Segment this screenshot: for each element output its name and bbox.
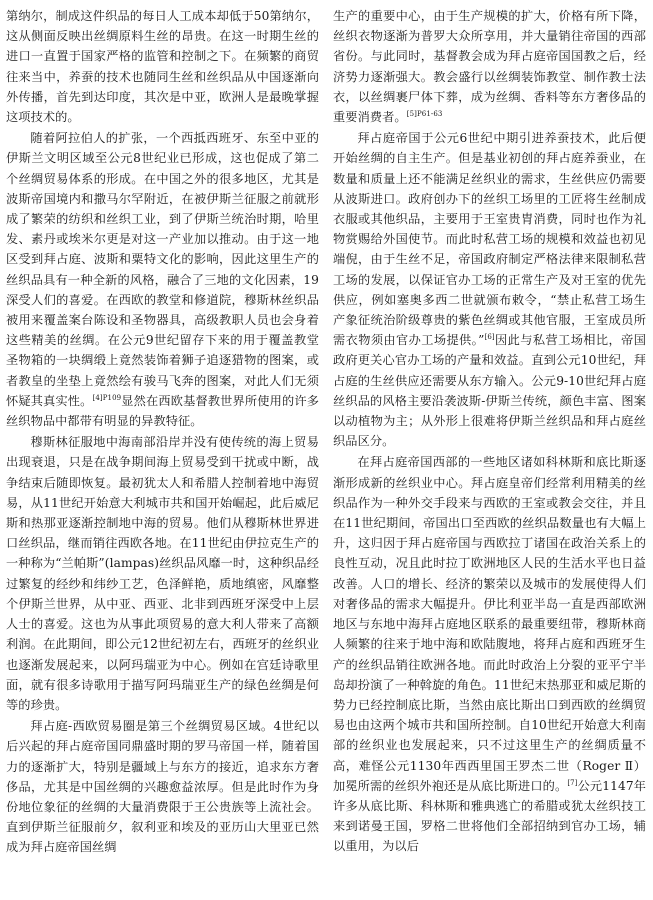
paragraph (6, 6, 319, 127)
paragraph-text: 在拜占庭帝国西部的一些地区诸如科林斯和底比斯逐渐形成新的丝织业中心。拜占庭皇帝们经常利用精美的丝织品作为一种外交手段来与西欧的王室或教会交往，并且在11世纪期间，帝国出口至西欧的丝织品数量也有大幅上升，这归因于拜占庭帝国与西欧拉丁诸国在政治关系上的良性互动，况且此时拉丁欧洲地区人民的生活水平也日益改善。人口的增长、经济的繁荣以及城市的发展使得人们对奢侈品的需求大幅提升。伊比利亚半岛一直是西部欧洲地区与东地中海拜占庭地区联系的最重要纽带，穆斯林商人频繁的往来于地中海和欧陆腹地，将拜占庭和西班牙生产的丝织品销往欧洲各地。而此时政治上分裂的亚平宁半岛却扮演了一种斡旋的角色。11世纪末热那亚和威尼斯的势力已经控制底比斯，当然由底比斯出口到西欧的丝绸贸易也由这两个城市共和国所控制。自10世纪开始意大利南部的丝织业也发展起来，只不过这里生产的丝绸质量不高，难怪公元1130年西西里国王罗杰二世（Roger Ⅱ）加冕所需的丝织外袍还是从底比斯进口的。 (333, 455, 646, 793)
paragraph (333, 6, 646, 127)
paragraph-text: 第纳尔，制成这件织品的每日人工成本却低于50第纳尔，这从侧面反映出丝绸原料生丝的昂贵。在这一时期生丝的进口一直置于国家严格的监管和控制之下。在频繁的商贸往来当中，养蚕的技术也随同生丝和丝织品从中国逐渐向外传播，首先到达印度，其次是中亚，欧洲人是最晚掌握这项技术的。 (6, 9, 319, 125)
paragraph (6, 716, 319, 857)
citation-mark: [5]P61-63 (406, 109, 443, 118)
paragraph-text-tail: 因此与私营工场相比，帝国政府更关心官办工场的产量和效益。直到公元10世纪，拜占庭的生丝供应还需要从东方输入。公元9-10世纪拜占庭丝织品的风格主要沿袭波斯-伊斯兰传统，颜色丰富、图案以动植物为主；从外形上很难将伊斯兰丝织品和拜占庭丝织品区分。 (333, 333, 646, 449)
paragraph-text-tail: 公元1147年许多从底比斯、科林斯和雅典逃亡的希腊或犹太丝织技工来到诺曼王国，罗格二世将他们全部招纳到官办工场，辅以重用，为以后 (333, 778, 646, 854)
paragraph-text-tail: 显然在西欧基督教世界所使用的许多丝织物品中都带有明显的异教特征。 (6, 393, 319, 429)
paragraph-text: 生产的重要中心，由于生产规模的扩大，价格有所下降，丝织衣物逐渐为普罗大众所享用，并大量销往帝国的西部省份。与此同时，基督教会成为拜占庭帝国国教之后，经济势力逐渐强大。教会盛行以丝绸装饰教堂、制作教士法衣，以丝绸裹尸体下葬，成为丝绸、香料等东方奢侈品的重要消费者。 (333, 9, 646, 125)
citation-mark: [7] (567, 778, 578, 787)
paragraph (6, 432, 319, 715)
paragraph-text: 拜占庭帝国于公元6世纪中期引进养蚕技术，此后便开始丝绸的自主生产。但是基业初创的拜占庭养蚕业，在数量和质量上还不能满足丝织业的需求，生丝供应仍需要从波斯进口。政府创办下的丝织工场里的工匠将生丝制成衣服或其他织品，主要用于王室贵胄消费，同时也作为礼物赏赐给外国使节。而此时私营工场的规模和效益也初见端倪，由于生丝不足，帝国政府制定严格法律来限制私营工场的发展，以保证官办工场的正常生产及对王室的优先供应，例如塞奥多西二世就颁布敕令，“禁止私营工场生产象征统治阶级尊贵的紫色丝绸或其他官服，王室成员所需衣物须由官办工场提供。” (333, 131, 646, 348)
left-column (6, 6, 319, 898)
paragraph (6, 128, 319, 431)
citation-mark: [4]P109 (92, 393, 122, 402)
paragraph (333, 128, 646, 451)
paragraph-text: 穆斯林征服地中海南部沿岸并没有使传统的海上贸易出现衰退，只是在战争期间海上贸易受到干扰或中断，战争结束后随即恢复。最初犹太人和希腊人控制着地中海贸易，从11世纪开始意大利城市共和国开始崛起，此后威尼斯和热那亚逐渐控制地中海的贸易。他们从穆斯林世界进口丝织品，继而销往西欧各地。在11世纪由伊拉克生产的一种称为“兰帕斯”(lampas)丝织品风靡一时，这种织品经过繁复的经纱和纬纱工艺，色泽鲜艳，质地缜密，风靡整个伊斯兰世界，从中亚、西亚、北非到西班牙深受中上层人士的喜爱。这也为从事此项贸易的意大利人带来了高额利润。在此期间，即公元12世纪初左右，西班牙的丝织业也逐渐发展起来，以阿玛瑞亚为中心。例如在宫廷诗歌里面，就有很多诗歌用于描写阿玛瑞亚生产的绿色丝绸是何等的珍贵。 (6, 435, 319, 712)
right-column (333, 6, 646, 898)
citation-mark: [6] (484, 333, 495, 342)
paragraph-text: 随着阿拉伯人的扩张，一个西抵西班牙、东至中亚的伊斯兰文明区域至公元8世纪业已形成，这也促成了第二个丝绸贸易体系的形成。在中国之外的很多地区，尤其是波斯帝国境内和撒马尔罕附近，在被伊斯兰征服之前就形成了繁荣的纺织和丝织工业，到了伊斯兰统治时期，哈里发、素丹或埃米尔更是对这一产业加以推动。由于这一地区受到拜占庭、波斯和粟特文化的影响，因此这里生产的丝织品具有一种全新的风格，融合了三地的文化因素，19深受人们的喜爱。在西欧的教堂和修道院，穆斯林丝织品被用来覆盖案台陈设和圣物器具，高级教职人员也会身着这些精美的丝绸。在公元9世纪留存下来的用于覆盖教堂圣物箱的一块绸缎上竟然装饰着狮子追逐猎物的图案，或者教皇的坐垫上竟然绘有骏马飞奔的图案，对此人们无须怀疑其真实性。 (6, 131, 319, 408)
paragraph-text: 拜占庭-西欧贸易圈是第三个丝绸贸易区域。4世纪以后兴起的拜占庭帝国同鼎盛时期的罗马帝国一样，随着国力的逐渐扩大，特别是疆域上与东方的接近，追求东方奢侈品，尤其是中国丝绸的兴趣愈益浓厚。但是此时作为身份地位象征的丝绸的大量消费限于王公贵族等上流社会。直到伊斯兰征服前夕，叙利亚和埃及的亚历山大里亚已然成为拜占庭帝国丝绸 (6, 719, 319, 855)
paragraph (333, 452, 646, 856)
